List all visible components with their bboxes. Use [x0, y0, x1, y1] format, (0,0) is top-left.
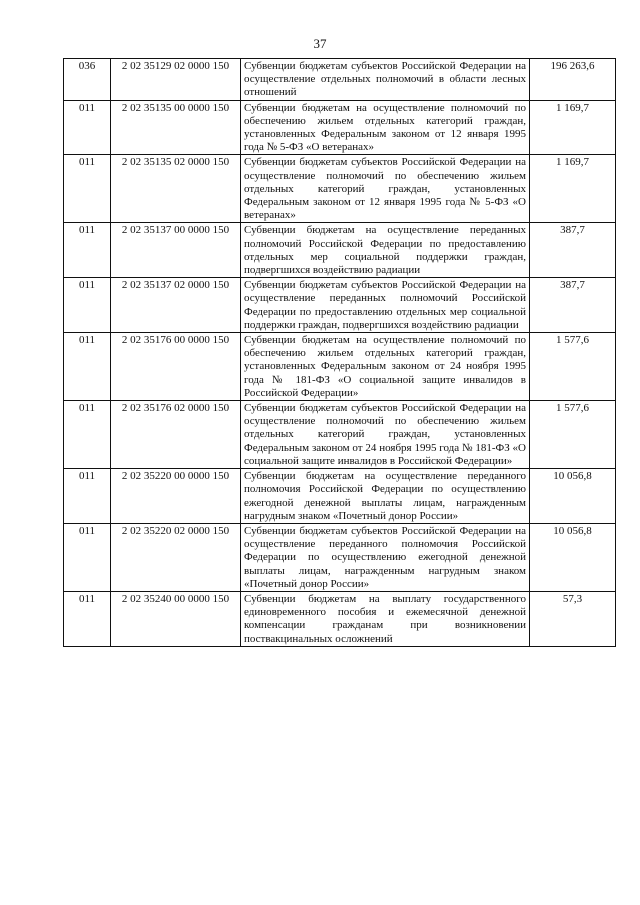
table-row [64, 523, 616, 591]
amount-cell: 57,3 [530, 591, 616, 646]
budget-code-cell: 2 02 35137 02 0000 150 [111, 278, 241, 333]
description-cell: Субвенции бюджетам субъектов Российской Федерации на осуществление полномочий по обеспечению жильем отдельных категорий граждан, установленных Федеральным законом от 12 января 1995 года № 5-ФЗ «О ветеранах» [241, 155, 530, 223]
table-row [64, 223, 616, 278]
budget-code-cell: 2 02 35135 02 0000 150 [111, 155, 241, 223]
admin-code-cell: 011 [64, 333, 111, 401]
amount-cell: 196 263,6 [530, 59, 616, 101]
admin-code-cell: 011 [64, 591, 111, 646]
budget-code-cell: 2 02 35137 00 0000 150 [111, 223, 241, 278]
table-row [64, 591, 616, 646]
table-row [64, 100, 616, 155]
table-row [64, 59, 616, 101]
amount-cell: 10 056,8 [530, 469, 616, 524]
description-cell: Субвенции бюджетам субъектов Российской Федерации на осуществление переданного полномочия Российской Федерации по осуществлению ежегодной денежной выплаты лицам, награжденным нагрудным знаком «Почетный донор России» [241, 523, 530, 591]
budget-table [63, 58, 616, 647]
table-row [64, 333, 616, 401]
amount-cell: 10 056,8 [530, 523, 616, 591]
admin-code-cell: 011 [64, 223, 111, 278]
admin-code-cell: 011 [64, 469, 111, 524]
admin-code-cell: 011 [64, 155, 111, 223]
amount-cell: 387,7 [530, 278, 616, 333]
table-row [64, 401, 616, 469]
amount-cell: 1 577,6 [530, 401, 616, 469]
table-row [64, 278, 616, 333]
admin-code-cell: 011 [64, 278, 111, 333]
admin-code-cell: 011 [64, 100, 111, 155]
description-cell: Субвенции бюджетам субъектов Российской Федерации на осуществление отдельных полномочий в области лесных отношений [241, 59, 530, 101]
admin-code-cell: 011 [64, 401, 111, 469]
description-cell: Субвенции бюджетам на выплату государственного единовременного пособия и ежемесячной денежной компенсации гражданам при возникновении поствакцинальных осложнений [241, 591, 530, 646]
description-cell: Субвенции бюджетам на осуществление полномочий по обеспечению жильем отдельных категорий граждан, установленных Федеральным законом от 12 января 1995 года № 5-ФЗ «О ветеранах» [241, 100, 530, 155]
admin-code-cell: 011 [64, 523, 111, 591]
description-cell: Субвенции бюджетам на осуществление переданного полномочия Российской Федерации по осуществлению ежегодной денежной выплаты лицам, награжденным нагрудным знаком «Почетный донор России» [241, 469, 530, 524]
budget-code-cell: 2 02 35220 00 0000 150 [111, 469, 241, 524]
amount-cell: 1 169,7 [530, 155, 616, 223]
budget-code-cell: 2 02 35129 02 0000 150 [111, 59, 241, 101]
amount-cell: 1 169,7 [530, 100, 616, 155]
amount-cell: 1 577,6 [530, 333, 616, 401]
description-cell: Субвенции бюджетам субъектов Российской Федерации на осуществление переданных полномочий Российской Федерации по предоставлению отдельных мер социальной поддержки граждан, подвергшихся воздействию радиации [241, 278, 530, 333]
description-cell: Субвенции бюджетам на осуществление полномочий по обеспечению жильем отдельных категорий граждан, установленных Федеральным законом от 24 ноября 1995 года № 181-ФЗ «О социальной защите инвалидов в Российской Федерации» [241, 333, 530, 401]
budget-code-cell: 2 02 35176 00 0000 150 [111, 333, 241, 401]
budget-code-cell: 2 02 35220 02 0000 150 [111, 523, 241, 591]
description-cell: Субвенции бюджетам субъектов Российской Федерации на осуществление полномочий по обеспечению жильем отдельных категорий граждан, установленных Федеральным законом от 24 ноября 1995 года № 181-ФЗ «О социальной защите инвалидов в Российской Федерации» [241, 401, 530, 469]
description-cell: Субвенции бюджетам на осуществление переданных полномочий Российской Федерации по предоставлению отдельных мер социальной поддержки граждан, подвергшихся воздействию радиации [241, 223, 530, 278]
table-row [64, 155, 616, 223]
budget-code-cell: 2 02 35176 02 0000 150 [111, 401, 241, 469]
page-number: 37 [313, 36, 327, 51]
amount-cell: 387,7 [530, 223, 616, 278]
table-row [64, 469, 616, 524]
admin-code-cell: 036 [64, 59, 111, 101]
budget-code-cell: 2 02 35135 00 0000 150 [111, 100, 241, 155]
budget-code-cell: 2 02 35240 00 0000 150 [111, 591, 241, 646]
